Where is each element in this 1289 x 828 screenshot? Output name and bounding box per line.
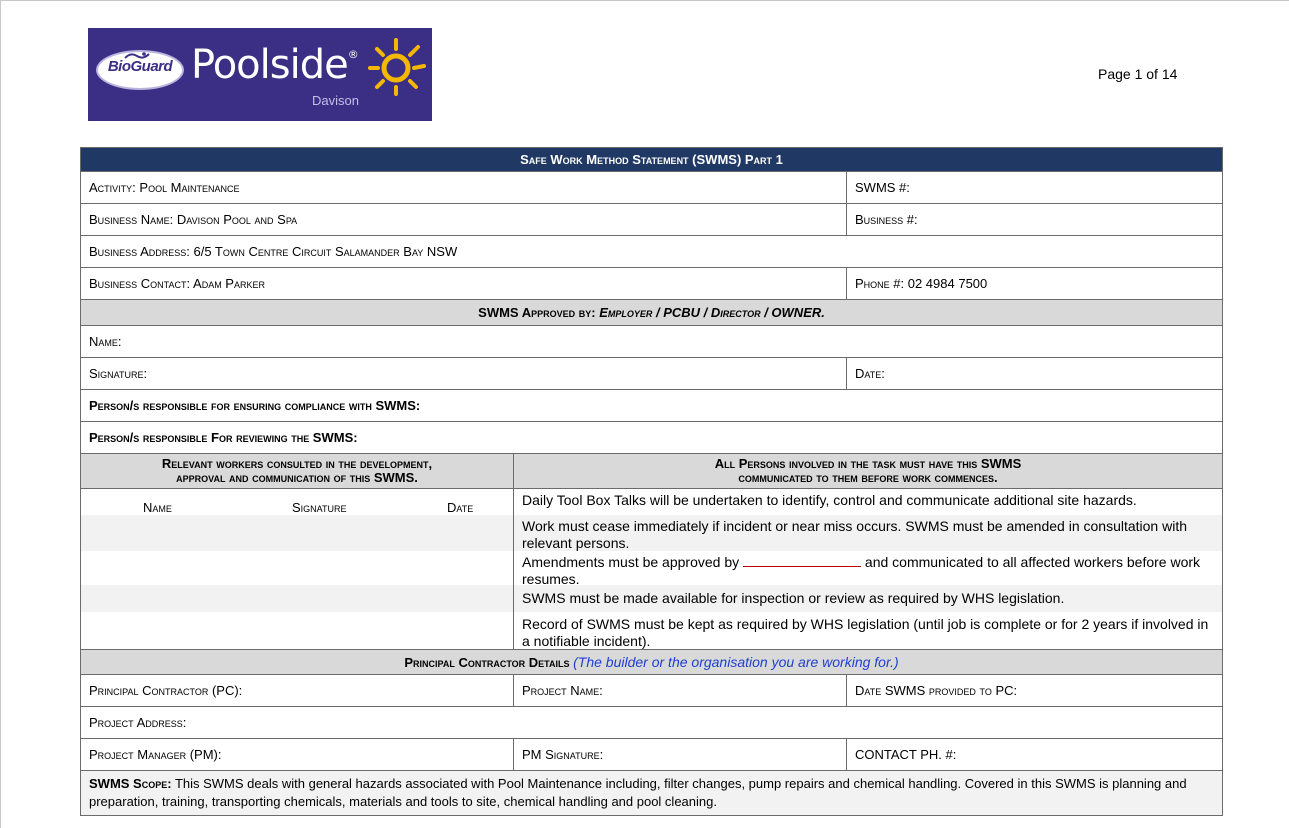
all-persons-header [514, 454, 1223, 489]
logo-name [191, 42, 358, 88]
business-contact-row [81, 268, 1223, 300]
form-title: Safe Work Method Statement (SWMS) Part 1 [81, 148, 1223, 172]
approver-signature-field[interactable]: Signature: [81, 358, 847, 390]
logo-name-text: Poolside [191, 42, 348, 88]
amend-after: and communicated to all affected workers before work resumes. [522, 554, 1201, 587]
rule-item: SWMS must be made available for inspection or review as required by WHS legislation. [514, 585, 1222, 612]
rule-item: Work must cease immediately if incident or near miss occurs. SWMS must be amended in consultation with relevant persons. [514, 515, 1222, 551]
scope-text [81, 771, 1223, 816]
rule-item: Record of SWMS must be kept as required by WHS legislation (until job is complete or for 2 years if involved in a notifiable incident). [522, 616, 1209, 649]
approved-prefix: SWMS Approved by: [478, 305, 600, 320]
page-edge-left [0, 0, 1, 828]
consultation-header-row [81, 454, 1223, 489]
swms-number-field[interactable]: SWMS #: [847, 172, 1223, 204]
signoff-col-date: Date [447, 500, 474, 515]
workers-consulted-header [81, 454, 514, 489]
scope-row [81, 771, 1223, 816]
approved-by-heading [81, 300, 1223, 326]
scope-label: SWMS Scope: [89, 776, 172, 791]
activity-row [81, 172, 1223, 204]
principal-contractor-heading [81, 650, 1223, 675]
consultation-body-row [81, 489, 1223, 650]
principal-contractor-row [81, 650, 1223, 675]
principal-contractor-field[interactable]: Principal Contractor (PC): [81, 675, 514, 707]
logo-location: Davison [312, 93, 359, 108]
logo-registered: ® [347, 48, 358, 61]
project-address-field[interactable]: Project Address: [81, 707, 1223, 739]
business-address-field[interactable]: Business Address: 6/5 Town Centre Circuit Salamander Bay NSW [81, 236, 1223, 268]
workers-consulted-line-1: Relevant workers consulted in the development, [161, 456, 433, 471]
logo-brand: BioGuard [107, 58, 173, 75]
approver-name-row [81, 326, 1223, 358]
project-manager-row [81, 739, 1223, 771]
all-persons-line-2: communicated to them before work commences. [738, 470, 998, 485]
approver-date-field[interactable]: Date: [847, 358, 1223, 390]
reviewing-field[interactable]: Person/s responsible For reviewing the SWMS: [81, 422, 1223, 454]
project-name-field[interactable]: Project Name: [514, 675, 847, 707]
project-manager-field[interactable]: Project Manager (PM): [81, 739, 514, 771]
pm-signature-field[interactable]: PM Signature: [514, 739, 847, 771]
signoff-stripe [81, 585, 513, 612]
rule-item: Daily Tool Box Talks will be undertaken to identify, control and communicate additional site hazards. [522, 492, 1137, 508]
compliance-field[interactable]: Person/s responsible for ensuring compliance with SWMS: [81, 390, 1223, 422]
swms-form [80, 147, 1223, 816]
scope-body: This SWMS deals with general hazards associated with Pool Maintenance including, filter changes, pump repairs and chemical handling. Covered in this SWMS is planning and preparation, training, transporting chemicals, materials and tools to site, chemical handling and pool cleaning. [89, 776, 1187, 809]
contact-phone-field[interactable]: CONTACT PH. #: [847, 739, 1223, 771]
signoff-stripe [81, 515, 513, 551]
business-name-row [81, 204, 1223, 236]
sun-icon [368, 36, 428, 96]
rule-item-amendments [514, 551, 1222, 585]
approver-blank[interactable] [743, 554, 861, 567]
swms-rules-area [514, 489, 1223, 650]
project-address-row [81, 707, 1223, 739]
approved-by-row [81, 300, 1223, 326]
reviewing-row [81, 422, 1223, 454]
page-number: Page 1 of 14 [1098, 66, 1178, 82]
business-address-row [81, 236, 1223, 268]
principal-note: (The builder or the organisation you are working for.) [573, 654, 899, 670]
amend-before: Amendments must be approved by [522, 554, 744, 570]
signoff-col-name: Name [143, 500, 172, 515]
page-edge-top [0, 0, 1289, 1]
approved-roles: Employer / PCBU / Director / OWNER. [599, 305, 825, 320]
business-contact-field[interactable]: Business Contact: Adam Parker [81, 268, 847, 300]
phone-field[interactable]: Phone #: 02 4984 7500 [847, 268, 1223, 300]
activity-field[interactable]: Activity: Pool Maintenance [81, 172, 847, 204]
business-name-field[interactable]: Business Name: Davison Pool and Spa [81, 204, 847, 236]
workers-signoff-area[interactable] [81, 489, 514, 650]
workers-consulted-line-2: approval and communication of this SWMS. [176, 470, 418, 485]
company-logo [88, 28, 432, 121]
all-persons-line-1: All Persons involved in the task must have this SWMS [714, 456, 1022, 471]
principal-heading-text: Principal Contractor Details [404, 655, 574, 670]
business-number-field[interactable]: Business #: [847, 204, 1223, 236]
date-provided-field[interactable]: Date SWMS provided to PC: [847, 675, 1223, 707]
approver-signature-row [81, 358, 1223, 390]
pc-row [81, 675, 1223, 707]
approver-name-field[interactable]: Name: [81, 326, 1223, 358]
signoff-col-signature: Signature [292, 500, 347, 515]
compliance-row [81, 390, 1223, 422]
title-row [81, 148, 1223, 172]
